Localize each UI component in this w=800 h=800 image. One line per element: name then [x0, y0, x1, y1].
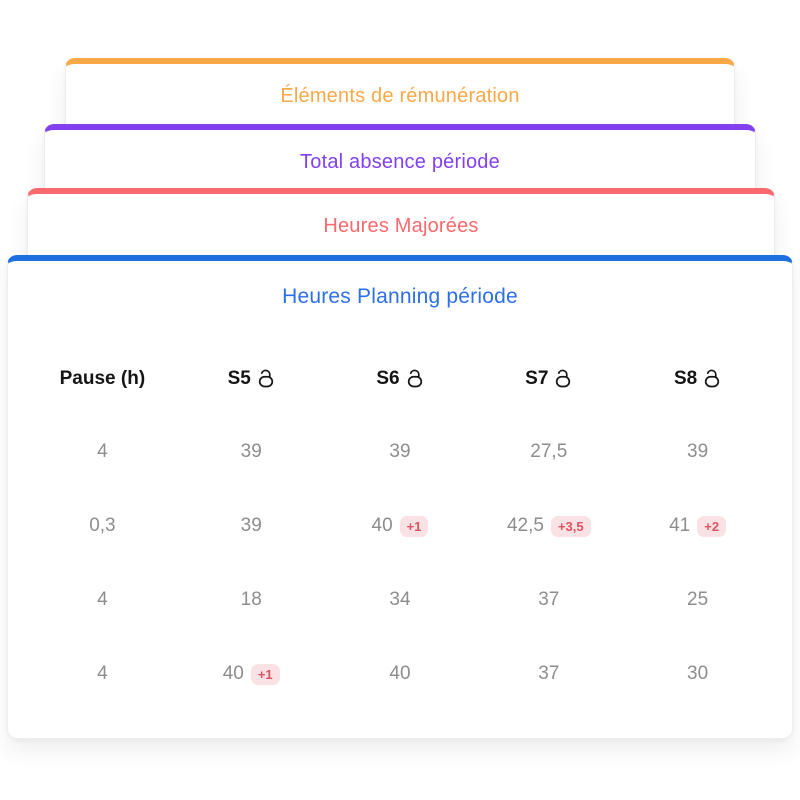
table-row — [28, 563, 772, 637]
cell-value: 39 — [687, 441, 709, 462]
column-header — [326, 368, 475, 390]
table-cell — [28, 515, 177, 537]
cell-value: 34 — [389, 589, 411, 610]
lock-open-icon[interactable] — [703, 368, 721, 388]
column-header-label: S6 — [376, 368, 400, 389]
cell-value: 37 — [538, 589, 560, 610]
table-cell — [28, 589, 177, 611]
delta-badge: +2 — [697, 516, 726, 537]
table-cell — [326, 663, 475, 685]
table-cell — [623, 441, 772, 463]
cell-value: 27,5 — [530, 441, 568, 462]
column-header — [177, 368, 326, 390]
card-title: Total absence période — [300, 151, 500, 173]
table-cell — [326, 441, 475, 463]
table-cell — [474, 663, 623, 685]
cell-value: 25 — [687, 589, 709, 610]
column-header-label: Pause (h) — [59, 368, 146, 389]
card-title: Éléments de rémunération — [280, 85, 520, 107]
table-cell — [177, 515, 326, 537]
table-cell — [326, 515, 475, 537]
table-cell — [474, 589, 623, 611]
cell-value: 40 — [389, 663, 411, 684]
cell-value: 4 — [97, 589, 108, 610]
table-row — [28, 415, 772, 489]
column-header — [623, 368, 772, 390]
table-cell — [623, 515, 772, 537]
cell-value: 40 — [371, 515, 393, 536]
lock-open-icon[interactable] — [257, 368, 275, 388]
card-heures-planning-periode — [7, 255, 793, 739]
cell-value: 4 — [97, 441, 108, 462]
table-cell — [623, 589, 772, 611]
column-header-label: S5 — [227, 368, 251, 389]
table-row — [28, 637, 772, 711]
table-cell — [623, 663, 772, 685]
table-cell — [177, 663, 326, 685]
planning-table-body — [28, 415, 772, 711]
card-title: Heures Majorées — [323, 215, 479, 237]
card-title: Heures Planning période — [282, 285, 518, 308]
cell-value: 39 — [240, 515, 262, 536]
column-header — [474, 368, 623, 390]
table-cell — [474, 441, 623, 463]
delta-badge: +1 — [400, 516, 429, 537]
cell-value: 40 — [222, 663, 244, 684]
column-header-label: S7 — [525, 368, 549, 389]
cell-value: 41 — [669, 515, 691, 536]
cell-value: 30 — [687, 663, 709, 684]
lock-open-icon[interactable] — [554, 368, 572, 388]
cell-value: 4 — [97, 663, 108, 684]
column-header-label: S8 — [673, 368, 698, 389]
cell-value: 18 — [240, 589, 262, 610]
delta-badge: +3,5 — [551, 516, 591, 537]
column-header — [28, 368, 177, 390]
cell-value: 39 — [240, 441, 262, 462]
lock-open-icon[interactable] — [406, 368, 424, 388]
table-row — [28, 489, 772, 563]
cell-value: 0,3 — [89, 515, 116, 536]
table-cell — [326, 589, 475, 611]
cell-value: 42,5 — [506, 515, 544, 536]
table-cell — [28, 663, 177, 685]
cell-value: 39 — [389, 441, 411, 462]
table-cell — [177, 589, 326, 611]
delta-badge: +1 — [251, 664, 280, 685]
cell-value: 37 — [538, 663, 560, 684]
table-cell — [474, 515, 623, 537]
table-cell — [177, 441, 326, 463]
planning-table-header — [28, 359, 772, 399]
table-cell — [28, 441, 177, 463]
